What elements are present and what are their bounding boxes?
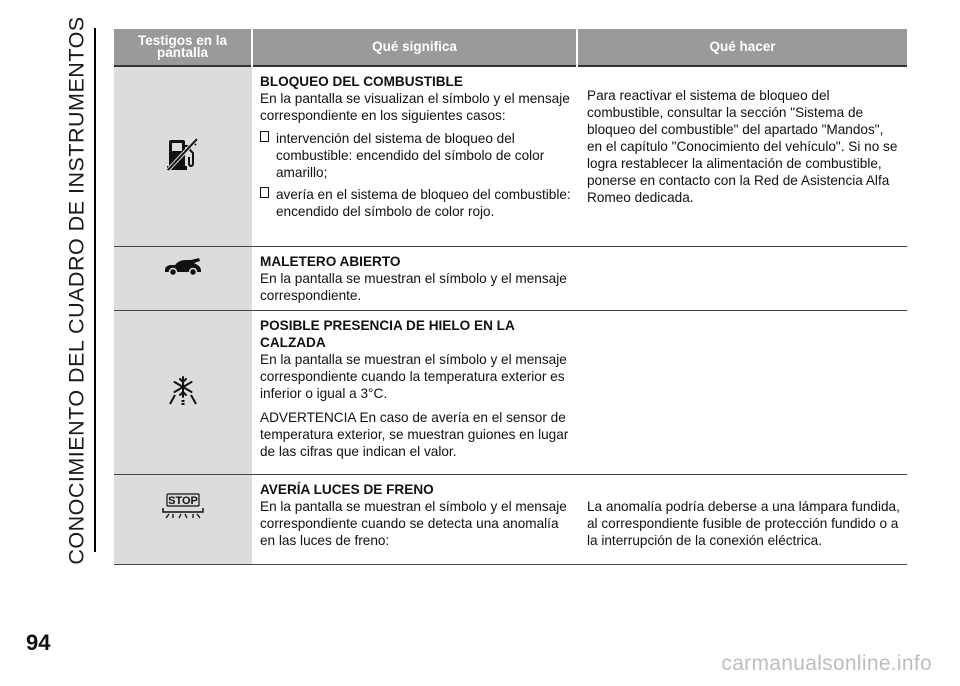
ice-road-icon [166,374,200,410]
row-title: MALETERO ABIERTO [260,253,401,269]
header-indicator: Testigos en la pantalla [114,29,252,66]
row-description: En la pantalla se muestran el símbolo y el mensaje correspondiente cuando la temperatura exterior es inferior o igual a 3°C. [260,351,567,401]
row-description: En la pantalla se muestran el símbolo y el mensaje correspondiente cuando se detecta una anomalía en las luces de freno: [260,498,567,548]
fuel-lock-icon [166,136,200,176]
row-title: AVERÍA LUCES DE FRENO [260,481,434,497]
checkbox-bullet-icon [260,187,269,198]
table-row [114,66,907,246]
meaning-cell [252,246,577,310]
row-warning: ADVERTENCIA En caso de avería en el sensor de temperatura exterior, se muestran guiones en lugar de las cifras que indican el valor. [260,409,569,459]
section-title-text: CONOCIMIENTO DEL CUADRO DE INSTRUMENTOS [64,15,89,565]
stop-label: STOP [168,494,198,507]
table-row [114,246,907,310]
icon-cell [114,246,252,310]
brake-lights-fault-icon [160,493,206,523]
action-cell [577,310,907,474]
header-action: Qué hacer [577,29,907,66]
header-meaning: Qué significa [252,29,577,66]
open-trunk-icon [163,257,203,281]
row-description: En la pantalla se visualizan el símbolo y el mensaje correspondiente en los siguientes casos: [260,91,570,123]
table-header-row [114,29,907,66]
row-action: Para reactivar el sistema de bloqueo del combustible, consultar la sección "Sistema de bloqueo del combustible" del apartado "Mandos", en el capítulo "Conocimiento del vehículo". Si no se logra restablecer la alimentación de combustible, ponerse en contacto con la Red de Asistencia Alfa Romeo dedicada. [587,88,898,205]
page-number: 94 [26,630,51,655]
warning-lights-table [114,29,907,565]
meaning-cell [252,66,577,246]
action-cell [577,246,907,310]
icon-cell [114,310,252,474]
meaning-cell [252,310,577,474]
row-title: BLOQUEO DEL COMBUSTIBLE [260,74,463,89]
section-title [47,15,107,565]
meaning-cell [252,474,577,564]
cases-list [260,130,571,220]
watermark: carmanualsonline.info [721,652,932,675]
action-cell [577,474,907,564]
row-action: La anomalía podría deberse a una lámpara fundida, al correspondiente fusible de protección fundido o a la interrupción de la conexión eléctrica. [587,498,900,548]
row-title: POSIBLE PRESENCIA DE HIELO EN LA CALZADA [260,317,515,350]
action-cell [577,66,907,246]
icon-cell [114,66,252,246]
list-item: avería en el sistema de bloqueo del combustible: encendido del símbolo de color rojo. [260,186,571,220]
checkbox-bullet-icon [260,131,269,142]
table-row [114,474,907,564]
row-description: En la pantalla se muestran el símbolo y el mensaje correspondiente. [260,270,567,303]
icon-cell [114,474,252,564]
table-row [114,310,907,474]
section-divider [94,28,96,552]
list-item: intervención del sistema de bloqueo del combustible: encendido del símbolo de color amarillo; [260,130,571,181]
